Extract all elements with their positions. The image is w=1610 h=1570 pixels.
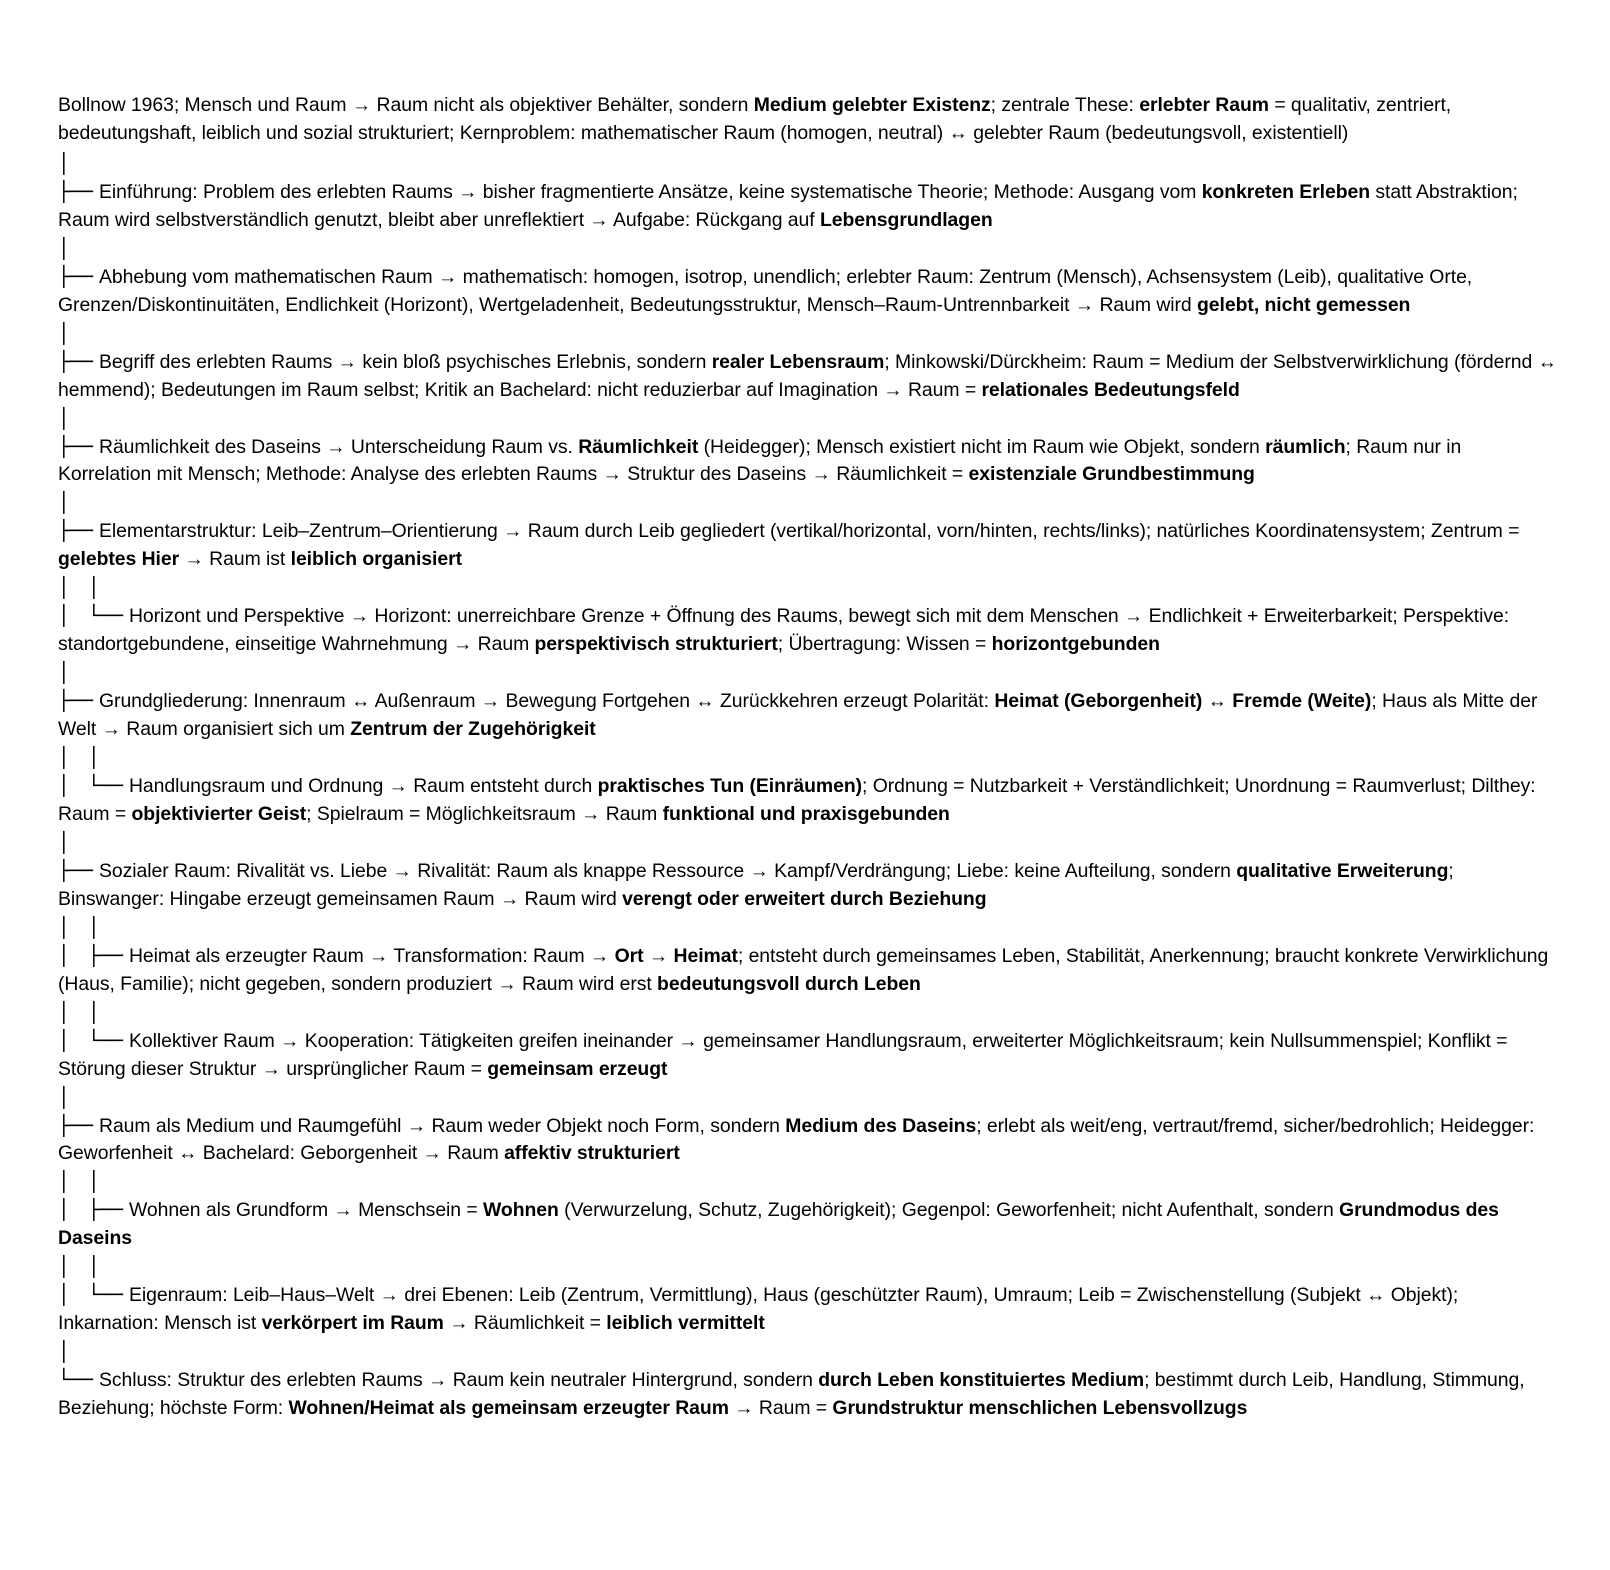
- plain-text: ; Minkowski/Dürckheim: Raum = Medium der Selbstverwirklichung (fördernd ↔ hemmend); Bedeutungen im Raum selbst; Kritik an Bachelard: nicht reduzierbar auf Imagination → Raum =: [58, 350, 1557, 401]
- plain-text: ; Raum nur in Korrelation mit Mensch; Methode: Analyse des erlebten Raums → Struktur des Daseins → Räumlichkeit =: [58, 435, 1462, 486]
- plain-text: statt Abstraktion; Raum wird selbstverständlich genutzt, bleibt aber unreflektiert → Aufgabe: Rückgang auf: [58, 180, 1518, 231]
- tree-connector-icon: │ └──: [58, 604, 129, 628]
- tree-trunk-spacer: │: [58, 151, 70, 175]
- plain-text: → Räumlichkeit =: [443, 1312, 607, 1335]
- tree-node-text: [58, 520, 1519, 570]
- emphasis-text: erlebter Raum: [1139, 94, 1269, 116]
- tree-connector-icon: ├──: [58, 689, 99, 713]
- tree-connector-icon: ├──: [58, 858, 99, 882]
- emphasis-text: Wohnen: [483, 1199, 559, 1222]
- tree-node-text: [58, 1115, 1534, 1165]
- tree-trunk-spacer: │: [58, 1340, 70, 1364]
- tree-node-abhebung-mathematischer-raum: [58, 263, 1558, 320]
- tree-node-raum-als-medium-und-raumgefuehl: [58, 1112, 1558, 1169]
- emphasis-text: Grundstruktur menschlichen Lebensvollzugs: [832, 1397, 1248, 1420]
- plain-text: → Raum =: [728, 1397, 833, 1420]
- emphasis-text: leiblich vermittelt: [606, 1312, 765, 1335]
- tree-trunk-spacer: │: [58, 321, 70, 345]
- plain-text: →: [643, 944, 674, 967]
- tree-trunk-spacer: │: [58, 491, 70, 515]
- plain-text: Einführung: Problem des erlebten Raums → bisher fragmentierte Ansätze, keine systematische Theorie; Methode: Ausgang vom: [99, 180, 1202, 203]
- tree-node-text: [58, 436, 1461, 486]
- tree-trunk-spacer: │ │: [58, 746, 100, 769]
- tree-node-text: [58, 860, 1454, 910]
- plain-text: → Raum ist: [179, 548, 291, 571]
- emphasis-text: Medium gelebter Existenz: [753, 94, 991, 116]
- plain-text: Grundgliederung: Innenraum ↔ Außenraum → Bewegung Fortgehen ↔ Zurückkehren erzeugt Polarität:: [99, 690, 995, 713]
- plain-text: Horizont und Perspektive → Horizont: unerreichbare Grenze + Öffnung des Raums, bewegt sich mit dem Menschen → Endlichkeit + Erweiterbarkeit; Perspektive: standortgebundene, einseitige Wahrnehmung → Raum: [58, 605, 1510, 656]
- tree-trunk-spacer: │ │: [58, 1000, 100, 1024]
- plain-text: Bollnow 1963; Mensch und Raum → Raum nicht als objektiver Behälter, sondern: [58, 94, 754, 116]
- plain-text: ; erlebt als weit/eng, vertraut/fremd, sicher/bedrohlich; Heidegger: Geworfenheit ↔ Bachelard: Geborgenheit → Raum: [58, 1114, 1535, 1165]
- emphasis-text: verkörpert im Raum: [261, 1312, 444, 1335]
- plain-text: ; Übertragung: Wissen =: [777, 633, 992, 656]
- tree-node-begriff-erlebter-raum: [58, 348, 1558, 405]
- tree-trunk-spacer: │ │: [58, 915, 100, 939]
- emphasis-text: Medium des Daseins: [785, 1114, 977, 1137]
- plain-text: ; zentrale These:: [990, 94, 1140, 116]
- tree-trunk-spacer: │ │: [58, 576, 100, 600]
- emphasis-text: Grundmodus des Daseins: [58, 1199, 1499, 1250]
- tree-trunk-spacer: │: [58, 830, 70, 854]
- tree-connector-icon: ├──: [58, 179, 99, 203]
- tree-node-text: [58, 1030, 1507, 1080]
- emphasis-text: Zentrum der Zugehörigkeit: [350, 718, 596, 741]
- emphasis-text: gelebtes Hier: [58, 548, 180, 571]
- plain-text: ; entsteht durch gemeinsames Leben, Stabilität, Anerkennung; braucht konkrete Verwirklichung (Haus, Familie); nicht gegeben, sondern produziert → Raum wird erst: [58, 944, 1549, 995]
- emphasis-text: durch Leben konstituiertes Medium: [818, 1369, 1145, 1392]
- tree-connector-icon: ├──: [58, 264, 99, 288]
- tree-node-handlungsraum-und-ordnung: [58, 772, 1558, 829]
- tree-trunk-spacer: │: [58, 236, 70, 260]
- emphasis-text: objektivierter Geist: [131, 802, 307, 825]
- tree-node-elementarstruktur: [58, 517, 1558, 574]
- emphasis-text: gemeinsam erzeugt: [487, 1057, 668, 1080]
- emphasis-text: gelebt, nicht gemessen: [1197, 293, 1411, 316]
- emphasis-text: Heimat: [673, 944, 738, 967]
- emphasis-text: Fremde (Weite): [1232, 690, 1372, 713]
- emphasis-text: leiblich organisiert: [290, 548, 463, 571]
- tree-node-text: [58, 605, 1509, 655]
- emphasis-text: praktisches Tun (Einräumen): [597, 775, 863, 797]
- tree-connector-icon: │ └──: [58, 1283, 129, 1307]
- tree-node-text: [58, 1199, 1499, 1249]
- emphasis-text: Räumlichkeit: [578, 435, 699, 458]
- tree-node-wohnen-als-grundform: [58, 1196, 1558, 1253]
- emphasis-text: horizontgebunden: [991, 633, 1160, 656]
- plain-text: ; Spielraum = Möglichkeitsraum → Raum: [306, 802, 663, 825]
- plain-text: ; Haus als Mitte der Welt → Raum organisiert sich um: [58, 690, 1538, 741]
- tree-connector-icon: │ ├──: [58, 943, 129, 967]
- tree-trunk-spacer: │: [58, 406, 70, 430]
- tree-connector-icon: │ ├──: [58, 1198, 129, 1222]
- tree-node-text: [58, 945, 1548, 995]
- tree-connector-icon: │ └──: [58, 774, 129, 797]
- outline-body: [58, 92, 1562, 1423]
- tree-node-text: [58, 690, 1537, 740]
- tree-node-grundgliederung: [58, 687, 1558, 744]
- emphasis-text: konkreten Erleben: [1201, 180, 1371, 203]
- emphasis-text: verengt oder erweitert durch Beziehung: [622, 887, 987, 910]
- plain-text: Räumlichkeit des Daseins → Unterscheidung Raum vs.: [99, 435, 579, 458]
- plain-text: Handlungsraum und Ordnung → Raum entsteht durch: [128, 775, 598, 797]
- tree-node-einfuehrung: [58, 178, 1558, 235]
- plain-text: Heimat als erzeugter Raum → Transformation: Raum →: [128, 944, 615, 967]
- tree-connector-icon: ├──: [58, 519, 99, 543]
- plain-text: ; Binswanger: Hingabe erzeugt gemeinsamen Raum → Raum wird: [58, 859, 1454, 910]
- plain-text: Wohnen als Grundform → Menschsein =: [128, 1199, 483, 1222]
- emphasis-text: affektiv strukturiert: [504, 1142, 680, 1165]
- plain-text: ; bestimmt durch Leib, Handlung, Stimmung, Beziehung; höchste Form:: [58, 1369, 1525, 1420]
- tree-node-heimat-als-erzeugter-raum: [58, 942, 1558, 999]
- plain-text: ; Ordnung = Nutzbarkeit + Verständlichkeit; Unordnung = Raumverlust; Dilthey: Raum =: [58, 775, 1536, 825]
- plain-text: Schluss: Struktur des erlebten Raums → Raum kein neutraler Hintergrund, sondern: [99, 1369, 819, 1392]
- tree-node-raeumlichkeit-des-daseins: [58, 433, 1558, 490]
- tree-connector-icon: ├──: [58, 349, 99, 373]
- tree-connector-icon: ├──: [58, 1113, 99, 1137]
- tree-trunk-spacer: │: [58, 661, 70, 685]
- tree-node-text: [58, 775, 1536, 825]
- tree-connector-icon: ├──: [58, 434, 99, 458]
- plain-text: Begriff des erlebten Raums → kein bloß psychisches Erlebnis, sondern: [99, 350, 712, 373]
- tree-node-text: [58, 1369, 1525, 1419]
- emphasis-text: relationales Bedeutungsfeld: [981, 378, 1240, 401]
- plain-text: Kollektiver Raum → Kooperation: Tätigkeiten greifen ineinander → gemeinsamer Handlungsraum, erweiterter Möglichkeitsraum; kein Nullsummenspiel; Konflikt = Störung dieser Struktur → ursprünglicher Raum =: [58, 1029, 1508, 1080]
- outline-tree: [58, 150, 1562, 1423]
- emphasis-text: Heimat (Geborgenheit): [994, 690, 1203, 713]
- emphasis-text: Lebensgrundlagen: [819, 208, 993, 231]
- plain-text: Sozialer Raum: Rivalität vs. Liebe → Rivalität: Raum als knappe Ressource → Kampf/Verdrängung; Liebe: keine Aufteilung, sondern: [99, 859, 1237, 882]
- tree-node-kollektiver-raum: [58, 1027, 1558, 1084]
- tree-node-text: [58, 351, 1557, 401]
- emphasis-text: perspektivisch strukturiert: [534, 633, 778, 656]
- emphasis-text: existenziale Grundbestimmung: [968, 463, 1255, 486]
- tree-connector-icon: │ └──: [58, 1028, 129, 1052]
- emphasis-text: bedeutungsvoll durch Leben: [657, 972, 921, 995]
- emphasis-text: qualitative Erweiterung: [1236, 859, 1449, 882]
- tree-trunk-spacer: │: [58, 1085, 70, 1109]
- tree-node-text: [58, 181, 1518, 231]
- tree-connector-icon: └──: [58, 1368, 99, 1392]
- emphasis-text: Wohnen/Heimat als gemeinsam erzeugter Raum: [288, 1397, 729, 1420]
- plain-text: = qualitativ, zentriert, bedeutungshaft, leiblich und sozial strukturiert; Kernproblem: mathematischer Raum (homogen, neutral) ↔ gelebter Raum (bedeutungsvoll, existentiell): [58, 94, 1452, 144]
- plain-text: Raum als Medium und Raumgefühl → Raum weder Objekt noch Form, sondern: [99, 1114, 786, 1137]
- tree-node-schluss: [58, 1366, 1558, 1423]
- tree-trunk-spacer: │ │: [58, 1255, 100, 1279]
- plain-text: Abhebung vom mathematischen Raum → mathematisch: homogen, isotrop, unendlich; erlebter Raum: Zentrum (Mensch), Achsensystem (Leib), qualitative Orte, Grenzen/Diskontinuitäten, Endlichkeit (Horizont), Wertgeladenheit, Bedeutungsstruktur, Mensch–Raum-Untrennbarkeit → Raum wird: [58, 265, 1473, 316]
- plain-text: (Verwurzelung, Schutz, Zugehörigkeit); Gegenpol: Geworfenheit; nicht Aufenthalt, sondern: [558, 1199, 1340, 1222]
- tree-node-text: [58, 266, 1472, 316]
- emphasis-text: Ort: [614, 944, 644, 967]
- plain-text: (Heidegger); Mensch existiert nicht im Raum wie Objekt, sondern: [698, 435, 1266, 458]
- intro-paragraph: [58, 92, 1560, 148]
- plain-text: Elementarstruktur: Leib–Zentrum–Orientierung → Raum durch Leib gegliedert (vertikal/horizontal, vorn/hinten, rechts/links); natürliches Koordinatensystem; Zentrum =: [99, 520, 1520, 543]
- tree-node-horizont-und-perspektive: [58, 602, 1558, 659]
- tree-node-eigenraum-leib-haus-welt: [58, 1281, 1558, 1338]
- emphasis-text: räumlich: [1265, 435, 1346, 458]
- tree-node-sozialer-raum: [58, 857, 1558, 914]
- plain-text: ↔: [1202, 690, 1233, 713]
- emphasis-text: funktional und praxisgebunden: [662, 802, 950, 825]
- emphasis-text: realer Lebensraum: [711, 350, 885, 373]
- tree-node-text: [58, 1284, 1458, 1334]
- tree-trunk-spacer: │ │: [58, 1170, 100, 1194]
- plain-text: Eigenraum: Leib–Haus–Welt → drei Ebenen: Leib (Zentrum, Vermittlung), Haus (geschützter Raum), Umraum; Leib = Zwischenstellung (Subjekt ↔ Objekt); Inkarnation: Mensch ist: [58, 1284, 1459, 1335]
